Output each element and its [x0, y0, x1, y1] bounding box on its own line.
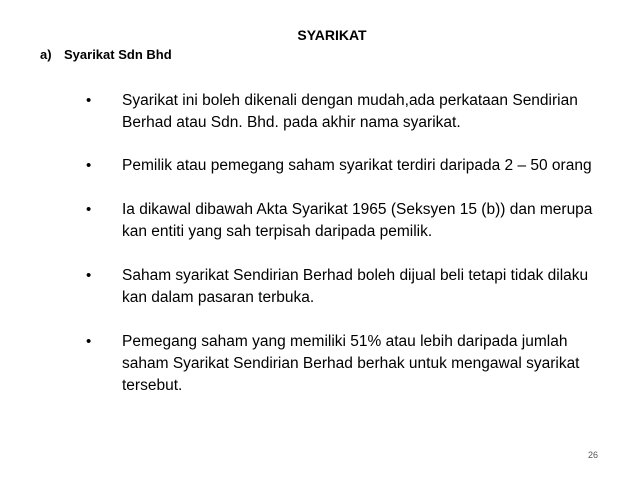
bullet-item — [0, 90, 638, 134]
bullet-text: Saham syarikat Sendirian Berhad boleh dijual beli tetapi tidak dilaku kan dalam pasaran terbuka. — [122, 267, 589, 306]
bullet-item — [0, 331, 638, 397]
bullet-dot-icon: • — [86, 267, 92, 284]
bullet-text: Pemegang saham yang memiliki 51% atau lebih daripada jumlah saham Syarikat Sendirian Berhad berhak untuk mengawal syarikat tersebut. — [122, 333, 580, 394]
bullet-item — [0, 199, 638, 243]
bullet-dot-icon: • — [86, 333, 92, 350]
bullet-text: Pemilik atau pemegang saham syarikat terdiri daripada 2 – 50 orang — [122, 157, 592, 174]
bullet-item — [0, 265, 638, 309]
page-number: 26 — [588, 450, 599, 460]
bullet-dot-icon: • — [86, 92, 92, 109]
bullet-dot-icon: • — [86, 201, 92, 218]
subheading — [40, 47, 172, 62]
bullet-dot-icon: • — [86, 157, 92, 174]
bullet-text: Syarikat ini boleh dikenali dengan mudah,ada perkataan Sendirian Berhad atau Sdn. Bhd. pada akhir nama syarikat. — [122, 92, 578, 131]
subheading-text: Syarikat Sdn Bhd — [64, 47, 172, 62]
bullet-text: Ia dikawal dibawah Akta Syarikat 1965 (Seksyen 15 (b)) dan merupa kan entiti yang sah terpisah daripada pemilik. — [122, 201, 593, 240]
bullet-list — [0, 90, 638, 419]
subheading-marker: a) — [40, 47, 52, 62]
bullet-item — [0, 155, 638, 177]
slide-title: SYARIKAT — [297, 27, 367, 43]
